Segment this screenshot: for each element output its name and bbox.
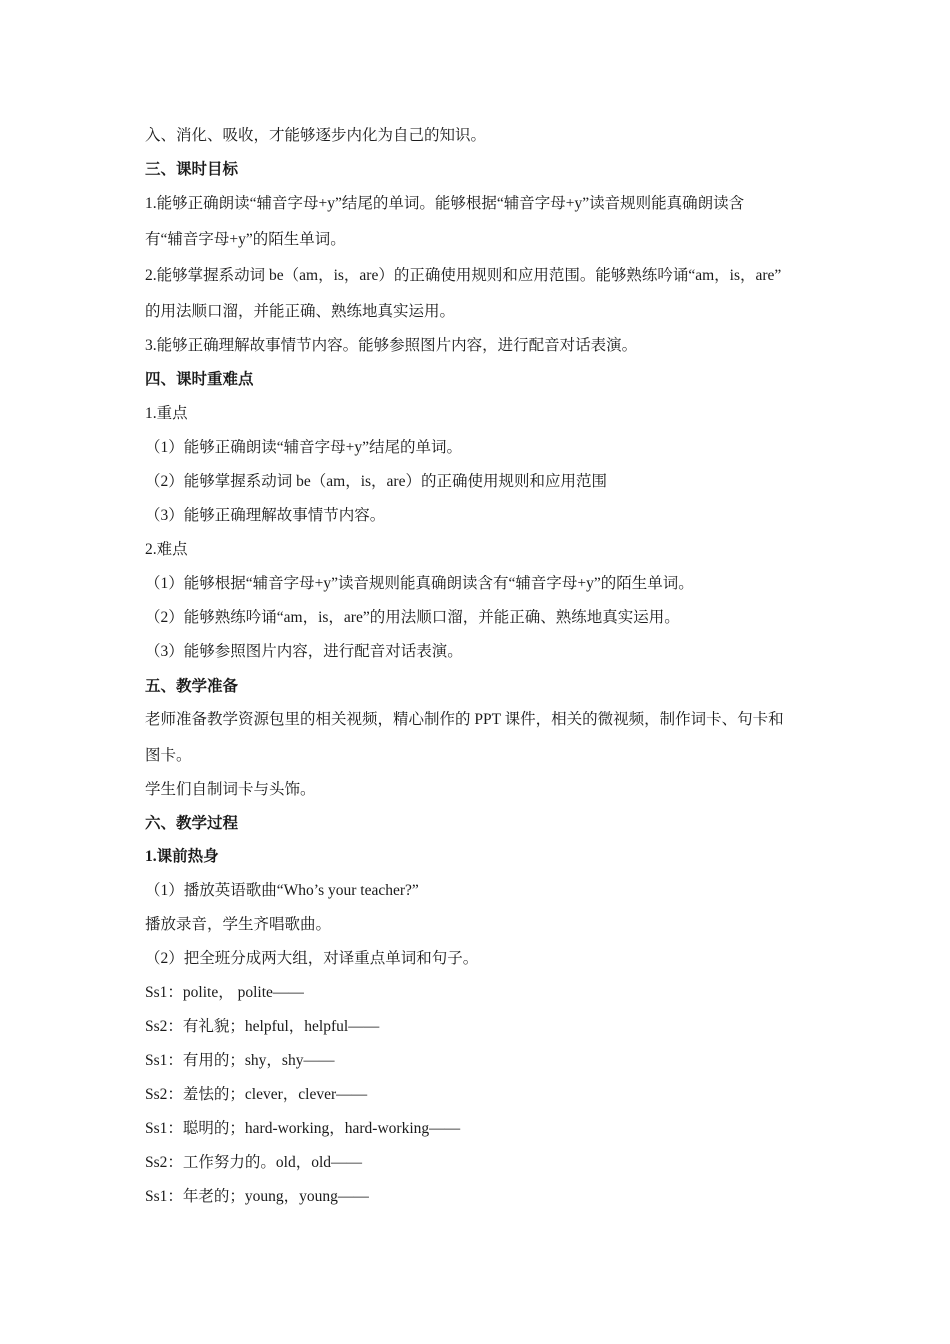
objective-1-line-2: 有“辅音字母+y”的陌生单词。	[145, 231, 346, 248]
subheading-key-points: 1.重点	[145, 405, 188, 422]
preparation-teacher-line-2: 图卡。	[145, 747, 192, 764]
objective-1-line-1: 1.能够正确朗读“辅音字母+y”结尾的单词。能够根据“辅音字母+y”读音规则能真确朗读含	[145, 195, 745, 212]
drill-line-4: Ss2：羞怯的；clever，clever——	[145, 1086, 368, 1103]
drill-line-6: Ss2：工作努力的。old，old——	[145, 1154, 363, 1171]
difficulty-2: （2）能够熟练吟诵“am，is，are”的用法顺口溜，并能正确、熟练地真实运用。	[145, 609, 680, 626]
objective-3: 3.能够正确理解故事情节内容。能够参照图片内容，进行配音对话表演。	[145, 337, 638, 354]
difficulty-3: （3）能够参照图片内容，进行配音对话表演。	[145, 643, 463, 660]
key-point-3: （3）能够正确理解故事情节内容。	[145, 507, 386, 524]
objective-2-line-1: 2.能够掌握系动词 be（am，is，are）的正确使用规则和应用范围。能够熟练吟诵“am，is，are”	[145, 267, 782, 284]
difficulty-1: （1）能够根据“辅音字母+y”读音规则能真确朗读含有“辅音字母+y”的陌生单词。	[145, 575, 694, 592]
key-point-2: （2）能够掌握系动词 be（am，is，are）的正确使用规则和应用范围	[145, 473, 607, 490]
warm-up-step-1-detail: 播放录音，学生齐唱歌曲。	[145, 916, 332, 933]
subheading-difficulties: 2.难点	[145, 541, 188, 558]
warm-up-step-1: （1）播放英语歌曲“Who’s your teacher?”	[145, 882, 419, 899]
preparation-students: 学生们自制词卡与头饰。	[145, 781, 316, 798]
objective-2-line-2: 的用法顺口溜，并能正确、熟练地真实运用。	[145, 303, 456, 320]
subheading-warm-up: 1.课前热身	[145, 848, 219, 865]
drill-line-5: Ss1：聪明的；hard-working，hard-working——	[145, 1120, 461, 1137]
key-point-1: （1）能够正确朗读“辅音字母+y”结尾的单词。	[145, 439, 463, 456]
preparation-teacher-line-1: 老师准备教学资源包里的相关视频，精心制作的 PPT 课件，相关的微视频，制作词卡、句卡和	[145, 711, 784, 728]
section-heading-objectives: 三、课时目标	[145, 161, 239, 178]
drill-line-7: Ss1：年老的；young，young——	[145, 1188, 369, 1205]
section-heading-process: 六、教学过程	[145, 815, 239, 832]
paragraph-continuation: 入、消化、吸收，才能够逐步内化为自己的知识。	[145, 127, 487, 144]
warm-up-step-2: （2）把全班分成两大组，对译重点单词和句子。	[145, 950, 479, 967]
drill-line-2: Ss2：有礼貌；helpful，helpful——	[145, 1018, 380, 1035]
drill-line-3: Ss1：有用的；shy，shy——	[145, 1052, 335, 1069]
section-heading-preparation: 五、教学准备	[145, 678, 239, 695]
drill-line-1: Ss1：polite， polite——	[145, 984, 304, 1001]
section-heading-key-points: 四、课时重难点	[145, 371, 254, 388]
